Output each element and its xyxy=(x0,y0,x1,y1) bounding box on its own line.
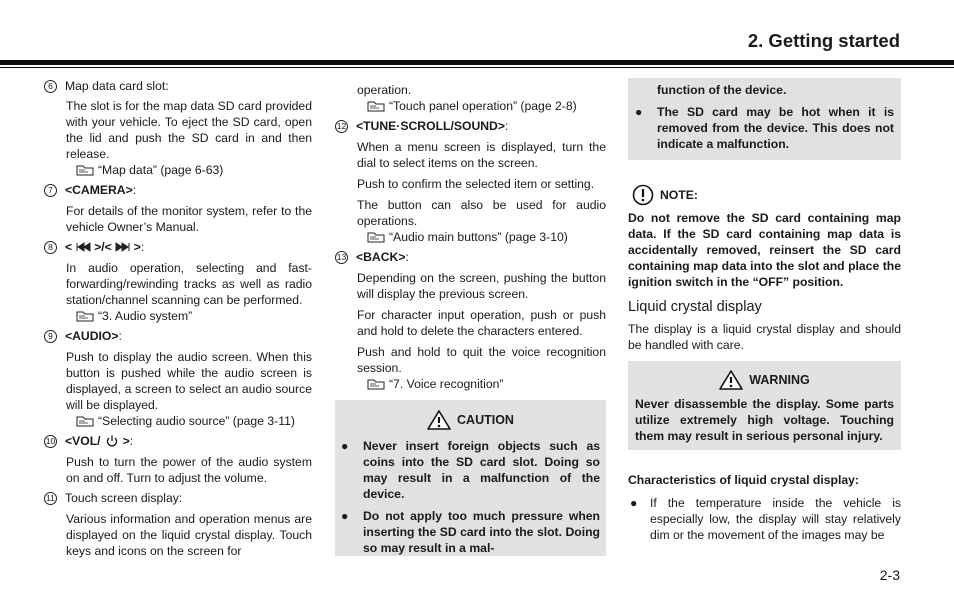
caution-bullet: ● Never insert foreign objects such as coins into the SD card slot. Doing so may result in a malfunction of the device. xyxy=(341,439,600,501)
reference-icon xyxy=(76,164,94,176)
caution-bullet: ● The SD card may be hot when it is removed from the device. This does not indicate a malfunction. xyxy=(635,105,894,151)
reference-icon xyxy=(367,231,385,243)
seek-forward-icon xyxy=(115,242,131,252)
item-number-13: 13 xyxy=(336,251,347,262)
item-body: Push to confirm the selected item or setting. xyxy=(357,177,595,191)
reference: “3. Audio system” xyxy=(44,308,312,324)
reference-icon xyxy=(76,415,94,427)
reference-icon xyxy=(76,310,94,322)
reference-icon xyxy=(367,378,385,390)
item-body: The button can also be used for audio operations. xyxy=(357,198,606,228)
item-number-12: 12 xyxy=(336,120,347,131)
item-body: Push to turn the power of the audio system on and off. Turn to adjust the volume. xyxy=(66,455,312,485)
item-body: When a menu screen is displayed, turn the dial to select items on the screen. xyxy=(357,140,606,170)
note-heading: NOTE: xyxy=(628,184,901,206)
continued-text: operation. xyxy=(357,83,412,97)
item-number-8: 8 xyxy=(44,241,57,254)
item-body: Depending on the screen, pushing the button will display the previous screen. xyxy=(357,271,606,301)
caution-bullet-continued: function of the device. xyxy=(657,83,787,97)
info-circle-icon xyxy=(632,184,654,206)
header-rule-thin xyxy=(0,67,954,68)
section-body: The display is a liquid crystal display and should be handled with care. xyxy=(628,322,901,352)
column-left xyxy=(44,78,312,559)
column-right xyxy=(628,78,901,543)
reference: “7. Voice recognition” xyxy=(335,376,606,392)
item-body: In audio operation, selecting and fast-forwarding/rewinding tracks as well as radio station/channel scanning can be performed. xyxy=(66,261,312,307)
warning-triangle-icon xyxy=(719,370,743,390)
list-item: ● If the temperature inside the vehicle is especially low, the display will stay relatively dim or the movement of the images may be xyxy=(630,496,901,542)
seek-back-icon xyxy=(75,242,91,252)
subsection-title: Characteristics of liquid crystal display: xyxy=(628,473,859,487)
item-number-11: 11 xyxy=(44,492,57,505)
item-camera: 7 <CAMERA>: xyxy=(44,182,312,198)
item-map-card-slot xyxy=(44,78,312,94)
warning-box xyxy=(628,361,901,450)
item-number-10: 10 xyxy=(45,435,56,446)
item-label: Map data card slot: xyxy=(65,79,169,93)
reference-icon xyxy=(367,100,385,112)
warning-body: Never disassemble the display. Some parts utilize extremely high voltage. Touching them may result in serious personal injury. xyxy=(635,397,894,443)
caution-bullet: ● Do not apply too much pressure when inserting the SD card into the slot. Doing so may result in a mal- xyxy=(341,509,600,555)
reference: “Touch panel operation” (page 2-8) xyxy=(335,98,606,114)
item-body: Various information and operation menus are displayed on the liquid crystal display. Touch keys and icons on the screen for xyxy=(66,512,312,558)
warning-triangle-icon xyxy=(427,410,451,430)
item-body: For character input operation, push or push and hold to delete the characters entered. xyxy=(357,308,606,338)
section-title: Liquid crystal display xyxy=(628,299,762,315)
item-body: For details of the monitor system, refer to the vehicle Owner’s Manual. xyxy=(66,204,312,234)
item-number-7: 7 xyxy=(44,184,57,197)
column-middle xyxy=(335,78,606,556)
item-seek-track: 8 < >/< > : xyxy=(44,239,312,255)
reference: “Audio main buttons” (page 3-10) xyxy=(335,229,606,245)
power-icon xyxy=(105,435,119,447)
header-rule-thick xyxy=(0,60,954,65)
item-volume-power: 10 <VOL/ > : xyxy=(45,434,134,448)
item-body: Push to display the audio screen. When this button is pushed while the audio screen is displayed, a screen to select an audio source will be displayed. xyxy=(66,350,312,412)
page-number: 2-3 xyxy=(879,567,900,583)
note-body: Do not remove the SD card containing map data. If the SD card containing map data is accidentally removed, reinsert the SD card containing map data into the slot and place the ignition switch in the “OFF” position. xyxy=(628,211,901,289)
caution-title: CAUTION xyxy=(341,410,600,430)
item-touch-screen xyxy=(44,490,312,506)
reference: “Selecting audio source” (page 3-11) xyxy=(44,413,312,429)
item-audio: 9 <AUDIO>: xyxy=(44,328,312,344)
reference: “Map data” (page 6-63) xyxy=(44,162,312,178)
page-header-title: 2. Getting started xyxy=(747,30,900,51)
item-tune-scroll-sound: 12 <TUNE·SCROLL/SOUND>: xyxy=(336,119,509,133)
item-body: The slot is for the map data SD card provided with your vehicle. To eject the SD card, open the lid and push the SD card in and then release. xyxy=(66,99,312,161)
item-number-9: 9 xyxy=(44,330,57,343)
item-back: 13 <BACK>: xyxy=(336,250,409,264)
item-body: Push and hold to quit the voice recognition session. xyxy=(357,345,606,375)
item-number-6: 6 xyxy=(44,80,57,93)
item-label: Touch screen display: xyxy=(65,491,183,505)
caution-box-continued xyxy=(628,78,901,160)
warning-title: WARNING xyxy=(635,370,894,390)
caution-box xyxy=(335,400,606,556)
